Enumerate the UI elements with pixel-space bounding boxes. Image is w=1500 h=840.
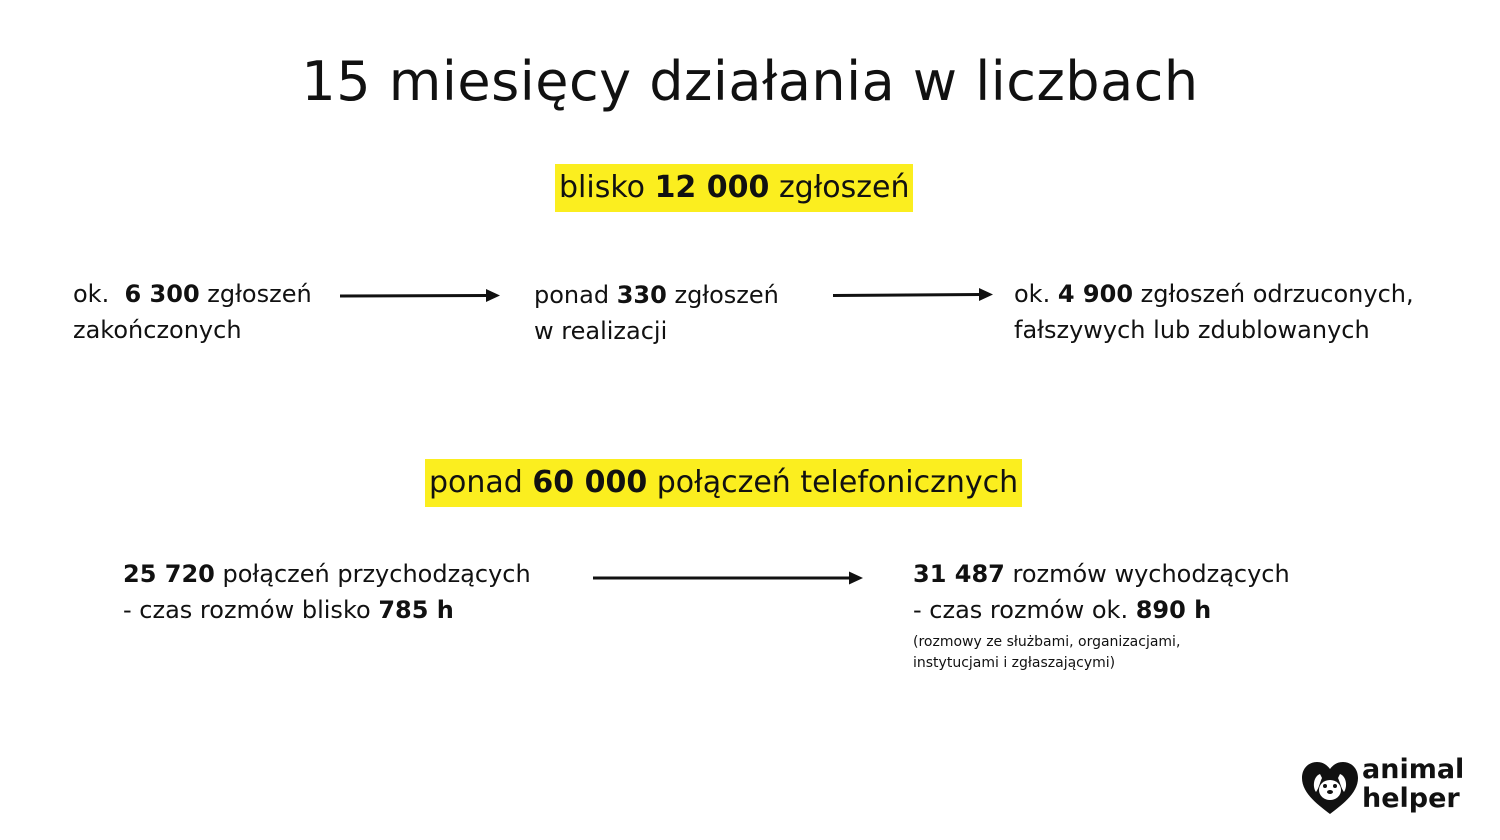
calls-outgoing-number: 31 487 <box>913 560 1005 588</box>
calls-outgoing-note <box>913 632 1180 674</box>
reports-completed-number: 6 300 <box>124 280 200 308</box>
calls-incoming-duration: 785 h <box>378 596 454 624</box>
reports-in-progress-line2: w realizacji <box>534 317 668 345</box>
reports-in-progress <box>534 277 779 349</box>
page-title: 15 miesięcy działania w liczbach <box>301 50 1199 113</box>
calls-outgoing-suffix: rozmów wychodzących <box>1012 560 1290 588</box>
calls-incoming-duration-label: - czas rozmów blisko <box>123 596 371 624</box>
reports-rejected-number: 4 900 <box>1057 280 1134 308</box>
calls-outgoing-note-line2: instytucjami i zgłaszającymi) <box>913 655 1116 671</box>
reports-rejected-suffix: zgłoszeń odrzuconych, <box>1140 280 1414 308</box>
calls-incoming-suffix: połączeń przychodzących <box>222 560 531 588</box>
arrow-right-icon <box>340 287 502 305</box>
animal-helper-logo <box>1300 755 1480 820</box>
reports-rejected-line2: fałszywych lub zdublowanych <box>1014 316 1370 344</box>
calls-outgoing-duration-label: - czas rozmów ok. <box>913 596 1129 624</box>
reports-rejected <box>1014 276 1414 348</box>
logo-text-line2: helper <box>1362 783 1460 814</box>
arrow-right-icon <box>593 569 865 587</box>
reports-completed <box>73 276 312 348</box>
reports-completed-prefix: ok. <box>73 280 110 308</box>
calls-outgoing <box>913 556 1290 628</box>
arrow-right-icon <box>833 286 995 304</box>
calls-total-prefix: ponad <box>429 465 523 500</box>
logo-text <box>1362 755 1464 813</box>
reports-total-suffix: zgłoszeń <box>778 170 910 205</box>
calls-incoming-number: 25 720 <box>123 560 215 588</box>
reports-in-progress-suffix: zgłoszeń <box>674 281 779 309</box>
reports-completed-line2: zakończonych <box>73 316 242 344</box>
calls-outgoing-note-line1: (rozmowy ze służbami, organizacjami, <box>913 634 1181 650</box>
calls-total-suffix: połączeń telefonicznych <box>656 465 1019 500</box>
logo-text-line1: animal <box>1362 754 1465 785</box>
calls-total-number: 60 000 <box>532 465 648 500</box>
reports-total-prefix: blisko <box>559 170 646 205</box>
reports-total-number: 12 000 <box>654 170 770 205</box>
reports-completed-suffix: zgłoszeń <box>207 280 312 308</box>
dog-heart-icon <box>1300 760 1360 816</box>
reports-in-progress-number: 330 <box>616 281 667 309</box>
calls-incoming <box>123 556 531 628</box>
calls-total-highlight <box>425 459 1022 507</box>
reports-total-highlight <box>555 164 913 212</box>
reports-in-progress-prefix: ponad <box>534 281 610 309</box>
calls-outgoing-duration: 890 h <box>1135 596 1212 624</box>
reports-rejected-prefix: ok. <box>1014 280 1051 308</box>
